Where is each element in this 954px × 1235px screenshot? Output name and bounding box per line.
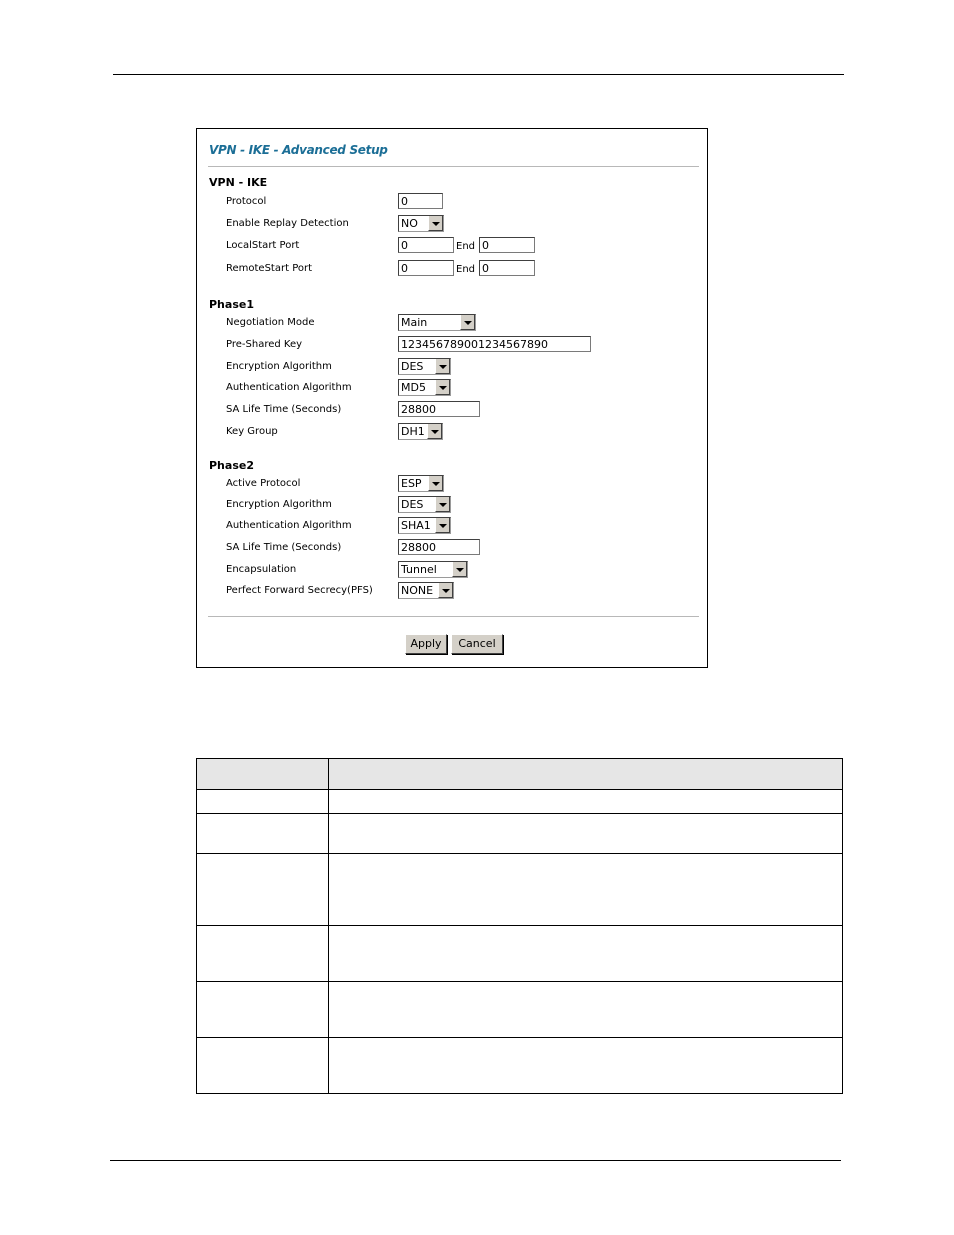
header-rule	[113, 74, 844, 75]
active-protocol-select[interactable]	[398, 475, 444, 492]
negotiation-mode-value: Main	[401, 316, 428, 329]
chevron-down-icon	[435, 497, 450, 512]
remote-end-port-label: End	[456, 264, 476, 275]
footer-rule	[110, 1160, 841, 1161]
phase1-encryption-select[interactable]	[398, 358, 451, 375]
local-start-port-label: LocalStart Port	[226, 240, 300, 251]
vpn-ike-advanced-setup-panel	[196, 128, 708, 668]
phase2-sa-life-label: SA Life Time (Seconds)	[226, 542, 342, 553]
encapsulation-label: Encapsulation	[226, 564, 297, 575]
chevron-down-icon	[438, 583, 453, 598]
phase2-sa-life-input[interactable]: 28800	[398, 539, 480, 555]
key-group-select[interactable]	[398, 423, 443, 440]
phase2-encryption-value: DES	[401, 498, 424, 511]
button-divider	[208, 616, 699, 617]
pre-shared-key-label: Pre-Shared Key	[226, 339, 303, 350]
chevron-down-icon	[435, 518, 450, 533]
table-cell	[197, 982, 329, 1038]
phase1-authentication-select[interactable]	[398, 379, 451, 396]
field-description-table	[196, 758, 843, 1094]
replay-detection-value: NO	[401, 217, 418, 230]
local-end-port-input[interactable]: 0	[479, 237, 535, 253]
pfs-select[interactable]	[398, 582, 454, 599]
phase2-authentication-select[interactable]	[398, 517, 451, 534]
protocol-label: Protocol	[226, 196, 267, 207]
chevron-down-icon	[435, 380, 450, 395]
remote-start-port-input[interactable]: 0	[398, 260, 454, 276]
table-cell	[329, 1038, 843, 1094]
negotiation-mode-select[interactable]	[398, 314, 476, 331]
chevron-down-icon	[435, 359, 450, 374]
table-cell	[197, 1038, 329, 1094]
cancel-button[interactable]: Cancel	[451, 634, 503, 654]
table-cell	[329, 982, 843, 1038]
table-row	[197, 814, 843, 854]
phase1-sa-life-input[interactable]: 28800	[398, 401, 480, 417]
active-protocol-label: Active Protocol	[226, 478, 301, 489]
section-phase2: Phase2	[209, 459, 254, 472]
page-title: VPN - IKE - Advanced Setup	[209, 143, 388, 157]
table-row	[197, 854, 843, 926]
key-group-label: Key Group	[226, 426, 278, 437]
section-vpn-ike: VPN - IKE	[209, 176, 268, 189]
table-header-row	[197, 759, 843, 790]
remote-end-port-input[interactable]: 0	[479, 260, 535, 276]
apply-button[interactable]: Apply	[405, 634, 447, 654]
table-cell	[197, 854, 329, 926]
phase1-encryption-label: Encryption Algorithm	[226, 361, 332, 372]
pre-shared-key-input[interactable]: 123456789001234567890	[398, 336, 591, 352]
table-header-cell	[197, 759, 329, 790]
local-end-port-label: End	[456, 241, 476, 252]
pfs-label: Perfect Forward Secrecy(PFS)	[226, 585, 373, 596]
table-row	[197, 982, 843, 1038]
key-group-value: DH1	[401, 425, 425, 438]
title-divider	[208, 166, 699, 167]
section-phase1: Phase1	[209, 298, 254, 311]
phase1-encryption-value: DES	[401, 360, 424, 373]
chevron-down-icon	[428, 216, 443, 231]
phase1-authentication-label: Authentication Algorithm	[226, 382, 352, 393]
table-cell	[197, 926, 329, 982]
encapsulation-value: Tunnel	[401, 563, 437, 576]
table-cell	[197, 814, 329, 854]
chevron-down-icon	[428, 476, 443, 491]
table-cell	[329, 814, 843, 854]
active-protocol-value: ESP	[401, 477, 422, 490]
protocol-input[interactable]: 0	[398, 193, 443, 209]
phase2-authentication-value: SHA1	[401, 519, 431, 532]
table-header-cell	[329, 759, 843, 790]
table-cell	[329, 790, 843, 814]
local-start-port-input[interactable]: 0	[398, 237, 454, 253]
chevron-down-icon	[452, 562, 467, 577]
replay-detection-select[interactable]	[398, 215, 444, 232]
phase2-encryption-label: Encryption Algorithm	[226, 499, 332, 510]
negotiation-mode-label: Negotiation Mode	[226, 317, 315, 328]
replay-detection-label: Enable Replay Detection	[226, 218, 349, 229]
table-cell	[329, 926, 843, 982]
table-cell	[329, 854, 843, 926]
phase2-authentication-label: Authentication Algorithm	[226, 520, 352, 531]
table-cell	[197, 790, 329, 814]
table-row	[197, 790, 843, 814]
remote-start-port-label: RemoteStart Port	[226, 263, 313, 274]
phase2-encryption-select[interactable]	[398, 496, 451, 513]
chevron-down-icon	[427, 424, 442, 439]
table-row	[197, 1038, 843, 1094]
phase1-authentication-value: MD5	[401, 381, 426, 394]
encapsulation-select[interactable]	[398, 561, 468, 578]
chevron-down-icon	[460, 315, 475, 330]
table-row	[197, 926, 843, 982]
phase1-sa-life-label: SA Life Time (Seconds)	[226, 404, 342, 415]
pfs-value: NONE	[401, 584, 434, 597]
